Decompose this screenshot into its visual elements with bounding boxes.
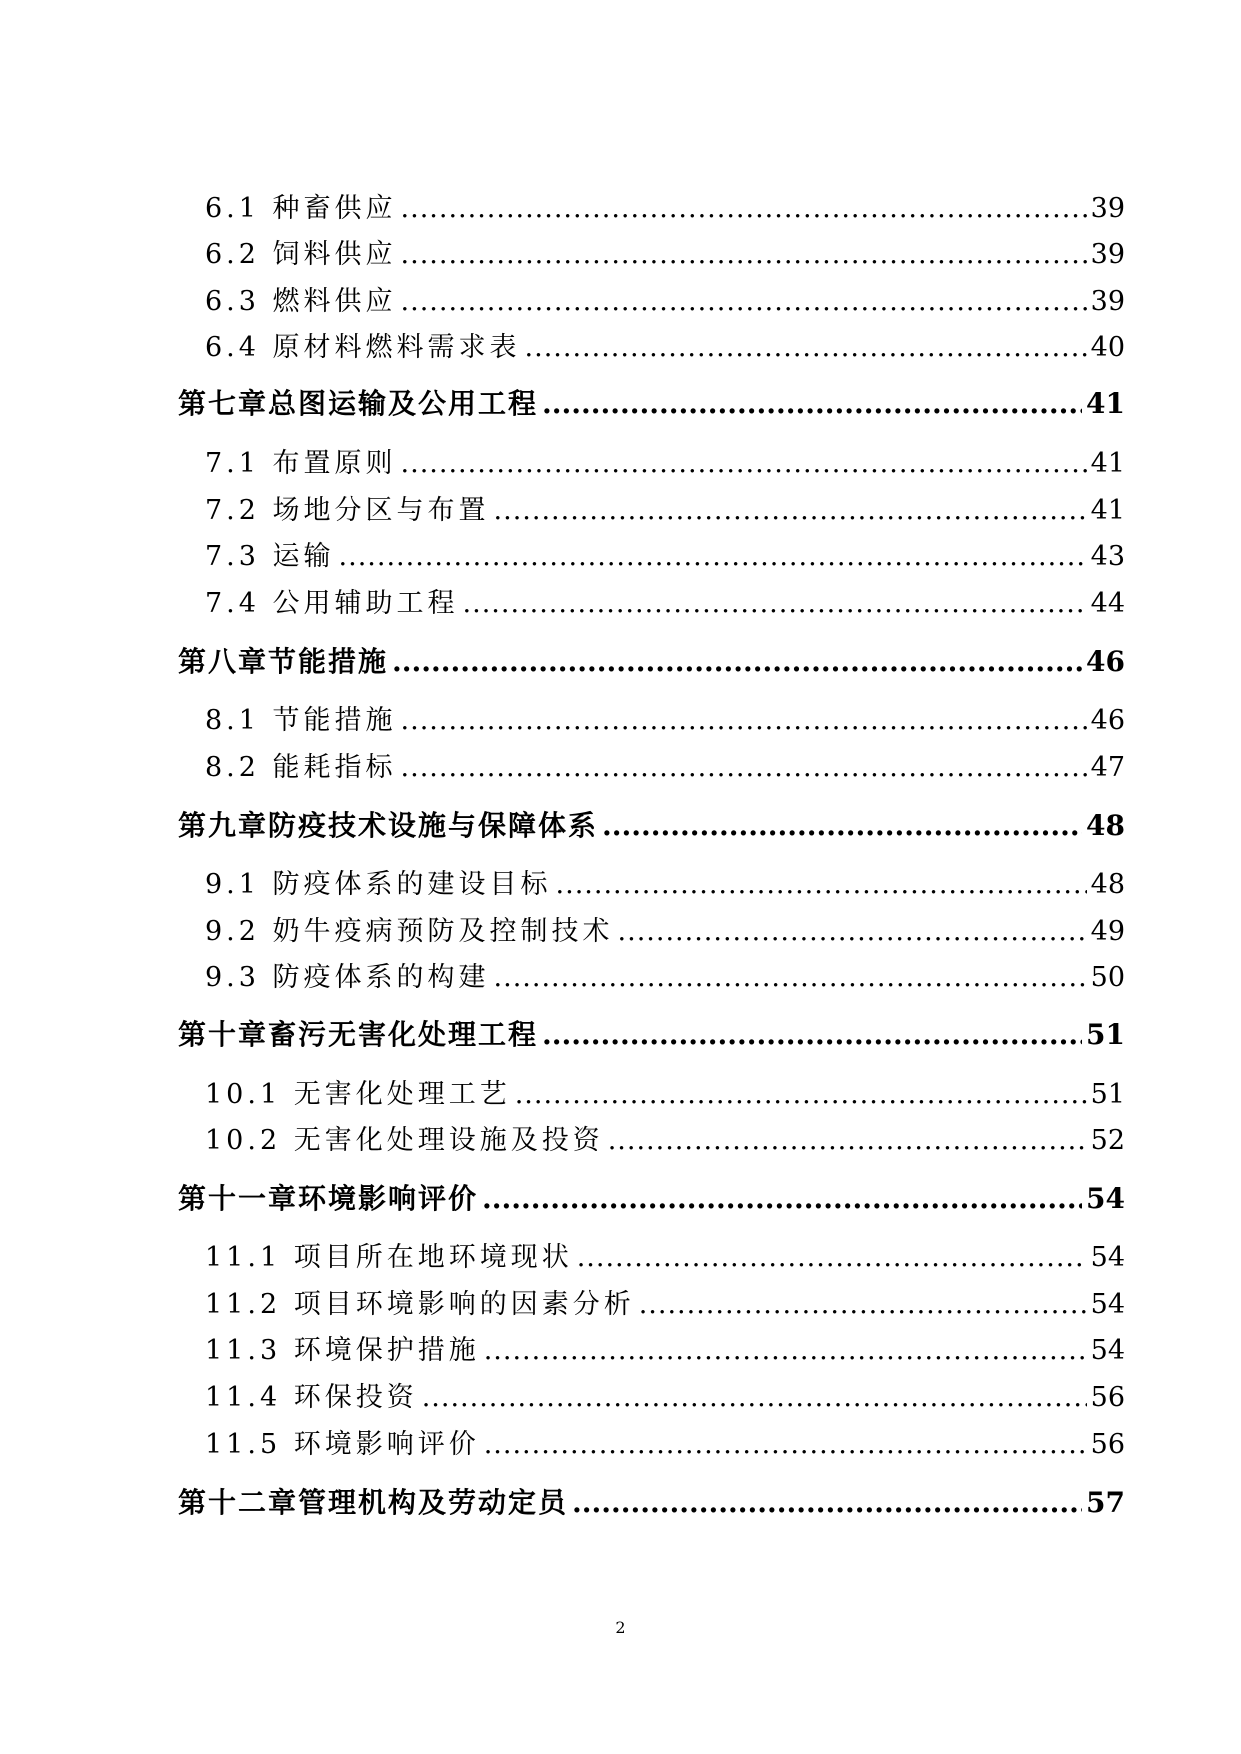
toc-entry [205, 581, 1125, 620]
toc-entry-page: 46 [1090, 705, 1125, 736]
toc-entry [205, 1422, 1125, 1461]
toc-chapter-page: 54 [1086, 1182, 1125, 1215]
toc-chapter-page: 41 [1086, 387, 1125, 420]
toc-entry-page: 39 [1090, 193, 1125, 224]
toc-chapter-page: 57 [1086, 1486, 1125, 1519]
toc-entry-page: 39 [1090, 239, 1125, 270]
toc-dot-leader [401, 752, 1087, 783]
toc-dot-leader [602, 809, 1082, 842]
toc-dot-leader [463, 588, 1087, 619]
toc-entry-page: 47 [1090, 752, 1125, 783]
toc-entry [205, 955, 1125, 994]
toc-entry-page: 41 [1090, 495, 1125, 526]
toc-entry-title: 11.1 项目所在地环境现状 [205, 1242, 573, 1273]
toc-dot-leader [401, 193, 1087, 224]
toc-chapter-entry [178, 1481, 1125, 1521]
toc-chapter-title: 第十章畜污无害化处理工程 [178, 1018, 539, 1051]
toc-entry [205, 279, 1125, 318]
toc-entry-title: 7.2 场地分区与布置 [205, 495, 490, 526]
toc-dot-leader [392, 645, 1082, 678]
toc-dot-leader [484, 1335, 1087, 1366]
toc-entry [205, 698, 1125, 737]
toc-dot-leader [542, 387, 1082, 420]
toc-dot-leader [484, 1429, 1087, 1460]
toc-entry-title: 11.3 环境保护措施 [205, 1335, 480, 1366]
toc-entry-page: 56 [1090, 1382, 1125, 1413]
toc-entry-page: 54 [1090, 1289, 1125, 1320]
toc-chapter-entry [178, 382, 1125, 422]
toc-entry-page: 49 [1090, 916, 1125, 947]
toc-entry-title: 11.5 环境影响评价 [205, 1429, 480, 1460]
toc-dot-leader [618, 916, 1087, 947]
toc-entry [205, 441, 1125, 480]
toc-entry-title: 9.2 奶牛疫病预防及控制技术 [205, 916, 614, 947]
toc-entry [205, 1282, 1125, 1321]
toc-entry [205, 1328, 1125, 1367]
toc-chapter-title: 第九章防疫技术设施与保障体系 [178, 809, 599, 842]
toc-chapter-page: 48 [1086, 809, 1125, 842]
toc-entry-page: 54 [1090, 1335, 1125, 1366]
toc-entry-title: 9.3 防疫体系的构建 [205, 962, 490, 993]
toc-dot-leader [577, 1242, 1087, 1273]
toc-entry [205, 1072, 1125, 1111]
toc-entry [205, 862, 1125, 901]
toc-entry [205, 1118, 1125, 1157]
toc-entry-page: 56 [1090, 1429, 1125, 1460]
toc-dot-leader [515, 1079, 1087, 1110]
toc-dot-leader [542, 1018, 1082, 1051]
toc-entry-title: 11.4 环保投资 [205, 1382, 418, 1413]
toc-entry-page: 52 [1090, 1125, 1125, 1156]
toc-chapter-entry [178, 640, 1125, 680]
toc-entry-page: 50 [1090, 962, 1125, 993]
toc-dot-leader [494, 495, 1087, 526]
toc-entry [205, 1235, 1125, 1274]
toc-entry [205, 325, 1125, 364]
toc-entry-title: 6.4 原材料燃料需求表 [205, 332, 521, 363]
toc-dot-leader [556, 869, 1087, 900]
toc-dot-leader [401, 286, 1087, 317]
toc-entry [205, 1375, 1125, 1414]
toc-entry-page: 51 [1090, 1079, 1125, 1110]
toc-chapter-title: 第八章节能措施 [178, 645, 389, 678]
toc-entry-title: 6.3 燃料供应 [205, 286, 397, 317]
toc-entry-title: 6.2 饲料供应 [205, 239, 397, 270]
toc-entry-page: 41 [1090, 448, 1125, 479]
toc-chapter-entry [178, 1013, 1125, 1053]
toc-dot-leader [494, 962, 1087, 993]
toc-entry-page: 54 [1090, 1242, 1125, 1273]
toc-entry-title: 10.2 无害化处理设施及投资 [205, 1125, 604, 1156]
toc-entry-page: 40 [1090, 332, 1125, 363]
toc-entry-title: 8.2 能耗指标 [205, 752, 397, 783]
toc-entry-page: 43 [1090, 541, 1125, 572]
toc-chapter-page: 46 [1086, 645, 1125, 678]
toc-entry-title: 8.1 节能措施 [205, 705, 397, 736]
toc-entry [205, 232, 1125, 271]
toc-entry-page: 44 [1090, 588, 1125, 619]
toc-chapter-title: 第十一章环境影响评价 [178, 1182, 479, 1215]
toc-dot-leader [401, 705, 1087, 736]
toc-dot-leader [639, 1289, 1087, 1320]
toc-entry [205, 534, 1125, 573]
toc-entry-title: 6.1 种畜供应 [205, 193, 397, 224]
toc-dot-leader [401, 239, 1087, 270]
toc-dot-leader [401, 448, 1087, 479]
toc-entry [205, 909, 1125, 948]
toc-entry [205, 488, 1125, 527]
toc-dot-leader [608, 1125, 1087, 1156]
toc-entry-title: 7.3 运输 [205, 541, 335, 572]
toc-dot-leader [482, 1182, 1082, 1215]
toc-chapter-entry [178, 804, 1125, 844]
toc-entry-title: 11.2 项目环境影响的因素分析 [205, 1289, 635, 1320]
toc-entry-page: 39 [1090, 286, 1125, 317]
toc-entry-page: 48 [1090, 869, 1125, 900]
toc-chapter-page: 51 [1086, 1018, 1125, 1051]
toc-entry-title: 7.1 布置原则 [205, 448, 397, 479]
toc-dot-leader [572, 1486, 1082, 1519]
toc-dot-leader [339, 541, 1087, 572]
toc-dot-leader [525, 332, 1087, 363]
toc-entry-title: 7.4 公用辅助工程 [205, 588, 459, 619]
toc-chapter-title: 第十二章管理机构及劳动定员 [178, 1486, 569, 1519]
page-number: 2 [615, 1618, 626, 1637]
toc-entry-title: 9.1 防疫体系的建设目标 [205, 869, 552, 900]
toc-entry-title: 10.1 无害化处理工艺 [205, 1079, 511, 1110]
toc-entry [205, 745, 1125, 784]
toc-chapter-entry [178, 1177, 1125, 1217]
toc-dot-leader [422, 1382, 1087, 1413]
toc-chapter-title: 第七章总图运输及公用工程 [178, 387, 539, 420]
toc-entry [205, 186, 1125, 225]
